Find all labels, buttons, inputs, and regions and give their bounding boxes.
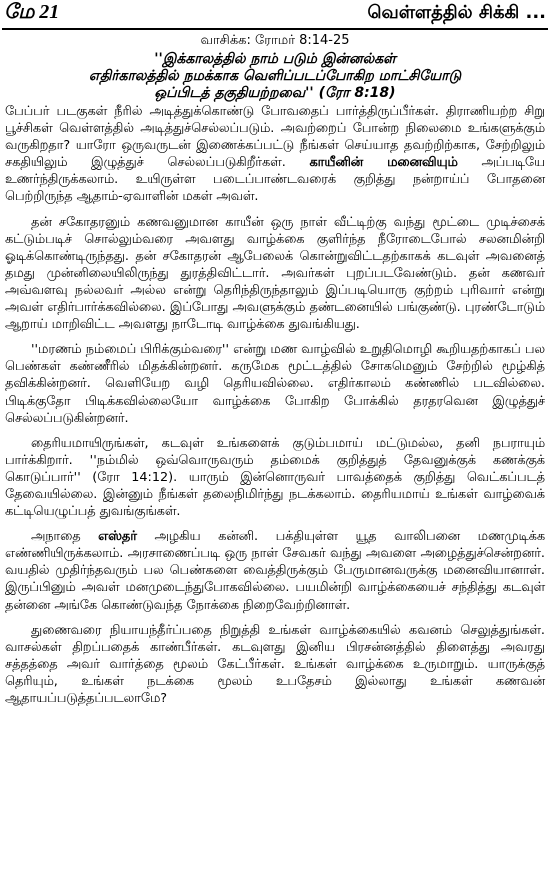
quote-line: ''இக்காலத்தில் நாம் படும் இன்னல்கள் <box>154 51 396 67</box>
page-header <box>0 0 550 28</box>
paragraph: ''மரணம் நம்மைப் பிரிக்கும்வரை'' என்று மண வாழ்வில் உறுதிமொழி கூறியதற்காகப் பல பெண்கள் கண்ணீரில் மிதக்கின்றனர். கருமேக மூட்டத்தில் சோகமெனும் சேற்றில் மூழ்கித் தவிக்கின்றனர். வெளியேற வழி தெரியவில்லை. எதிர்காலம் கண்ணில் படவில்லை. பிடிக்குதோ பிடிக்கவில்லையோ வாழ்க்கை போகிற போக்கில் தரதரவென இழுத்துச் செல்லப்படுகின்றனர். <box>5 342 545 426</box>
paragraph: தன் சகோதரனும் கணவனுமான காயீன் ஒரு நாள் வீட்டிற்கு வந்து மூட்டை முடிச்சைக் கட்டும்படிச் சொல்லும்வரை அவளது வாழ்க்கை குளிர்ந்த நீரோடைபோல் சலனமின்றி ஓடிக்கொண்டிருந்தது. தன் சகோதரன் ஆபேலைக் கொன்றுவிட்டதற்காகக் கடவுள் அவனைத் தமது முன்னிலையிலிருந்து துரத்திவிட்டார். அவர்கள் புறப்படவேண்டும். தன் கணவர் அவ்வளவு நல்லவர் அல்ல என்று தெரிந்திருந்தாலும் இப்படியொரு குற்றம் புரிவார் என்று அவள் எதிர்பார்க்கவில்லை. இப்போது அவளுக்கும் தண்டனையில் பங்குண்டு. புரண்டோடும் ஆறாய் மாறிவிட்ட அவளது நாடோடி வாழ்க்கை துவங்கியது. <box>5 214 545 333</box>
paragraph-text: அநாதை <box>31 529 81 545</box>
paragraph <box>5 528 545 613</box>
devotional-title: வெள்ளத்தில் சிக்கி ... <box>367 2 546 23</box>
article-body <box>5 103 545 715</box>
quote-line: எதிர்காலத்தில் நமக்காக வெளிப்படப்போகிற மாட்சியோடு <box>88 68 462 84</box>
scripture-reading: வாசிக்க: ரோமர் 8:14-25 <box>200 33 350 48</box>
quote-line: ஒப்பிடத் தகுதியற்றவை'' (ரோ 8:18) <box>154 85 396 101</box>
emphasis-text: எஸ்தர் <box>98 529 137 545</box>
paragraph-text: பேப்பர் படகுகள் நீரில் அடித்துக்கொண்டு போவதைப் பார்த்திருப்பீர்கள். திராணியற்ற சிறு பூச்சிகள் வெள்ளத்தில் அடித்துச்செல்லப்படும். அவற்றைப் போன்ற நிலைமை உங்களுக்கும் வருகிறதா? யாரோ ஒருவருடன் இணைக்கப்பட்டு நீங்கள் செய்யாத தவற்றிற்காக, சேற்றிலும் சகதியிலும் இழுத்துச் செல்லப்படுகிறீர்கள். <box>5 104 545 171</box>
header-divider <box>2 28 548 30</box>
paragraph-text: அப்படியே உணர்ந்திருக்கலாம். உயிருள்ள படைப்பாண்டவரைக் குறித்து நன்றாய்ப் போதனை பெற்றிருந்த ஆதாம்-ஏவாளின் மகள் அவள். <box>5 155 545 205</box>
paragraph <box>5 103 545 206</box>
emphasis-text: காயீனின் மனைவியும் <box>309 155 458 171</box>
paragraph: துணைவரை நியாயந்தீர்ப்பதை நிறுத்தி உங்கள் வாழ்க்கையில் கவனம் செலுத்துங்கள். வாசல்கள் திறப்பதைக் காண்பீர்கள். கடவுளது இனிய பிரசன்னத்தில் திளைத்து அவரது சத்தத்தை அவர் வார்த்தை மூலம் கேட்பீர்கள். உங்கள் வாழ்க்கை உருமாறும். யாருக்குத் தெரியும், உங்கள் நடக்கை மூலம் உபதேசம் இல்லாது உங்கள் கணவன் ஆதாயப்படுத்தப்படலாமே? <box>5 622 545 706</box>
paragraph-text: அழகிய கன்னி. பக்தியுள்ள யூத வாலிபனை மணமுடிக்க எண்ணியிருக்கலாம். அரசாணைப்படி ஒரு நாள் சேவகர் வந்து அவளை அழைத்துச்சென்றனர். வயதில் முதிர்ந்தவரும் பல பெண்களை வைத்திருக்கும் பேருமானவருக்கு மனைவியானாள். இருப்பினும் அவள் மனமுடைந்துபோகவில்லை. பயமின்றி வாழ்க்கையைச் சந்தித்து கடவுள் தன்னை அங்கே கொண்டுவந்த நோக்கை நிறைவேற்றினாள். <box>5 529 546 613</box>
devotional-date: மே 21 <box>4 1 60 23</box>
key-verse-quote <box>0 51 550 102</box>
paragraph: தைரியமாயிருங்கள், கடவுள் உங்களைக் குடும்பமாய் மட்டுமல்ல, தனி நபராயும் பார்க்கிறார். ''நம்மில் ஒவ்வொருவரும் தம்மைக் குறித்துத் தேவனுக்குக் கணக்குக் கொடுப்பார்'' (ரோ 14:12). யாரும் இன்னொருவர் பாவத்தைக் குறித்து வெட்கப்படத் தேவையில்லை. இன்னும் நீங்கள் தலைநிமிர்ந்து நடக்கலாம். தைரியமாய் உங்கள் வாழ்வைக் கட்டியெழுப்பத் துவங்குங்கள். <box>5 435 545 520</box>
